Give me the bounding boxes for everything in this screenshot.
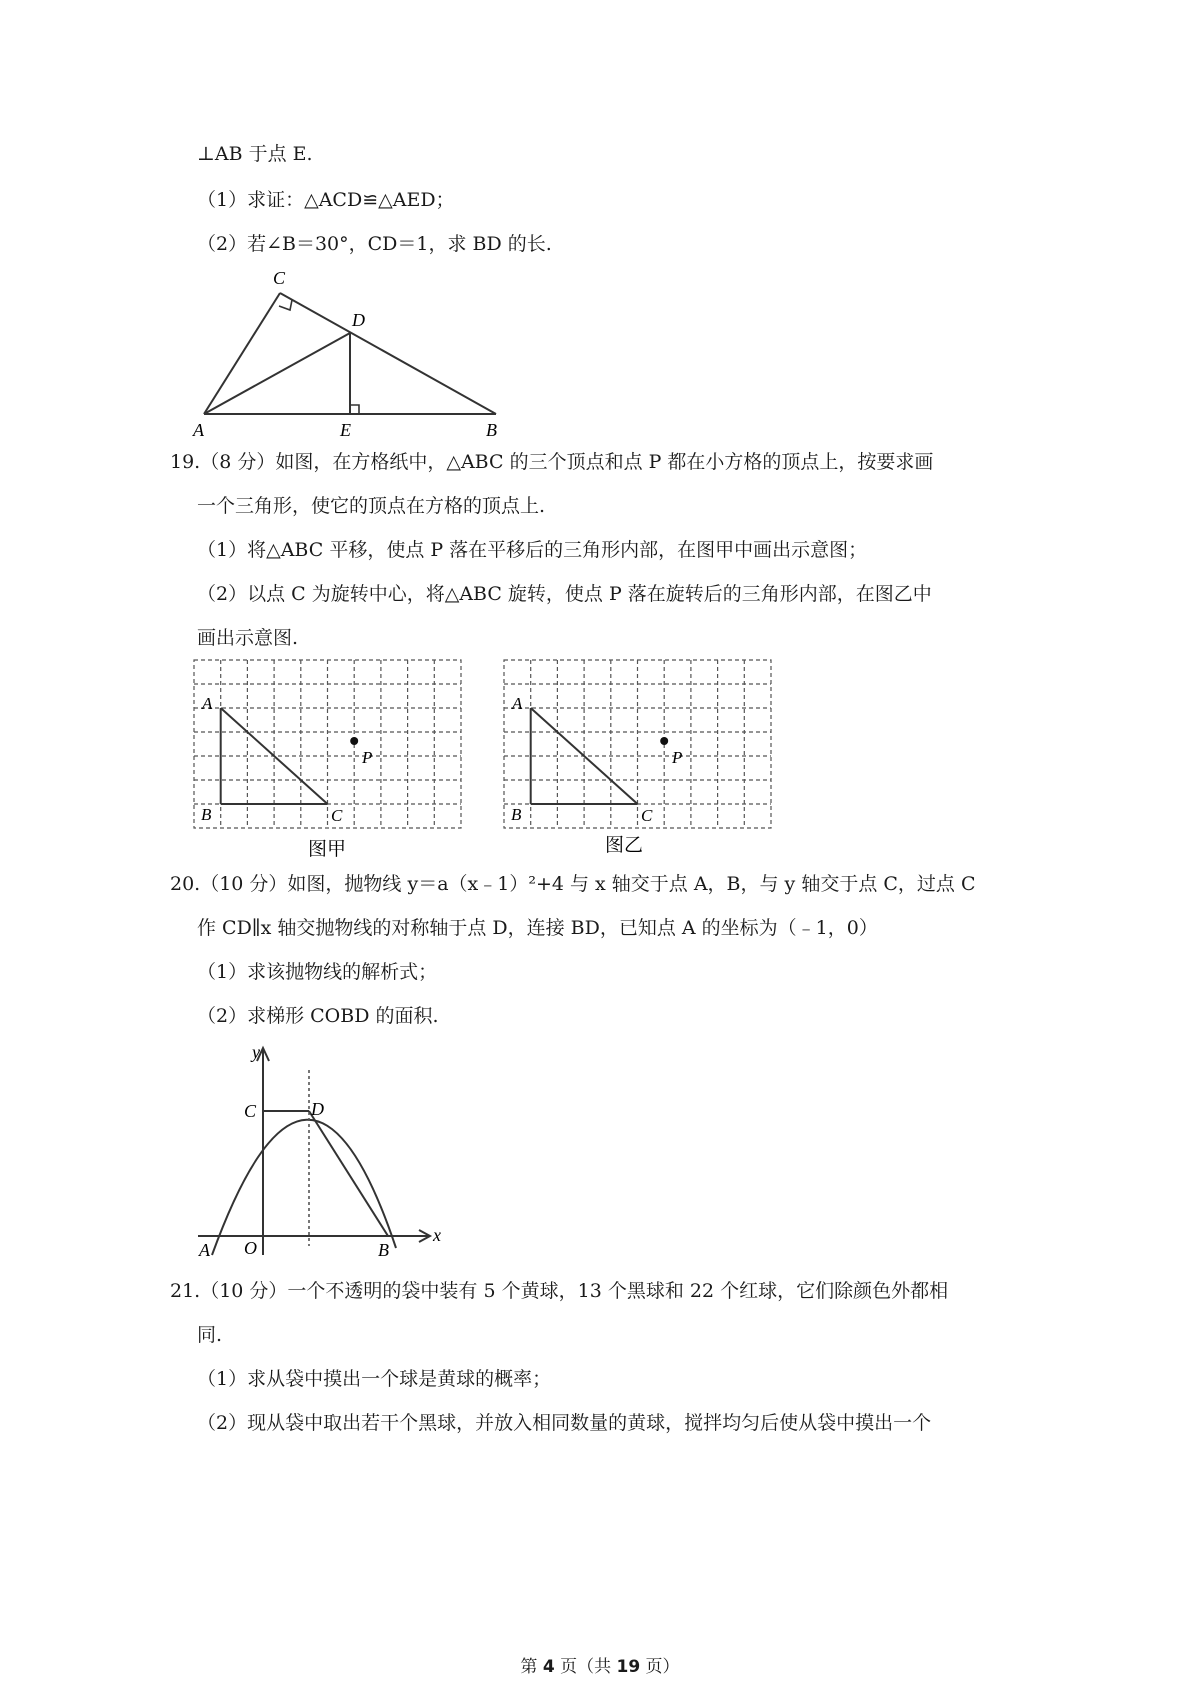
q18-label-B: B <box>486 420 497 440</box>
q20-label-C: C <box>244 1101 257 1121</box>
q20-parabola-figure <box>190 1040 460 1265</box>
q19-jia-label-A: A <box>202 694 213 713</box>
page-footer <box>0 1652 1200 1677</box>
q19-yi-label-B: B <box>511 805 522 824</box>
q20-part1: （1）求该抛物线的解析式； <box>197 961 438 983</box>
footer-page-number: 4 <box>542 1657 555 1677</box>
q18-label-E: E <box>340 420 351 440</box>
q18-label-C: C <box>273 268 286 288</box>
footer-post: 页） <box>640 1657 680 1677</box>
q19-jia-label-C: C <box>331 806 343 825</box>
q20-label-D: D <box>311 1099 324 1119</box>
q20-heading-cont: 作 CD∥x 轴交抛物线的对称轴于点 D，连接 BD，已知点 A 的坐标为（﹣1，0） <box>197 917 878 939</box>
q20-label-B: B <box>378 1240 389 1260</box>
q19-grid-figure-yi <box>500 655 780 860</box>
q20-label-y: y <box>252 1042 260 1062</box>
q21-part2: （2）现从袋中取出若干个黑球，并放入相同数量的黄球，搅拌均匀后使从袋中摸出一个 <box>197 1412 932 1434</box>
q18-part2: （2）若∠B＝30°，CD＝1，求 BD 的长. <box>197 233 552 255</box>
q20-heading: 20.（10 分）如图，抛物线 y＝a（x﹣1）²+4 与 x 轴交于点 A，B，与 y 轴交于点 C，过点 C <box>170 873 976 895</box>
q21-part1: （1）求从袋中摸出一个球是黄球的概率； <box>197 1368 552 1390</box>
q18-part1: （1）求证：△ACD≌△AED； <box>197 189 455 211</box>
q20-part2: （2）求梯形 COBD 的面积. <box>197 1005 439 1027</box>
q19-heading-cont: 一个三角形，使它的顶点在方格的顶点上. <box>197 495 546 517</box>
q20-label-A: A <box>199 1240 210 1260</box>
footer-pre: 第 <box>520 1657 543 1677</box>
q18-continuation: ⊥AB 于点 E. <box>197 143 313 165</box>
q19-heading: 19.（8 分）如图，在方格纸中，△ABC 的三个顶点和点 P 都在小方格的顶点上，按要求画 <box>170 451 934 473</box>
q19-jia-label-B: B <box>201 805 212 824</box>
q19-yi-label-P: P <box>672 748 683 767</box>
q19-part1: （1）将△ABC 平移，使点 P 落在平移后的三角形内部，在图甲中画出示意图； <box>197 539 868 561</box>
q19-yi-label-A: A <box>512 694 523 713</box>
q20-label-O: O <box>244 1238 257 1258</box>
q18-label-D: D <box>352 310 365 330</box>
q21-heading-cont: 同. <box>197 1324 223 1346</box>
footer-mid: 页（共 <box>554 1657 617 1677</box>
q21-heading: 21.（10 分）一个不透明的袋中装有 5 个黄球，13 个黑球和 22 个红球，它们除颜色外都相 <box>170 1280 949 1302</box>
q19-grid-figure-jia <box>190 655 470 860</box>
q19-part2: （2）以点 C 为旋转中心，将△ABC 旋转，使点 P 落在旋转后的三角形内部，在图乙中 <box>197 583 932 605</box>
q19-jia-label-P: P <box>362 748 373 767</box>
q19-caption-jia: 图甲 <box>308 839 347 860</box>
q20-label-x: x <box>433 1225 441 1245</box>
q19-part2-cont: 画出示意图. <box>197 627 299 649</box>
q19-caption-yi: 图乙 <box>605 835 644 856</box>
q18-triangle-figure <box>190 262 520 440</box>
q19-yi-label-C: C <box>641 806 653 825</box>
footer-total-pages: 19 <box>616 1657 641 1677</box>
q18-label-A: A <box>193 420 204 440</box>
